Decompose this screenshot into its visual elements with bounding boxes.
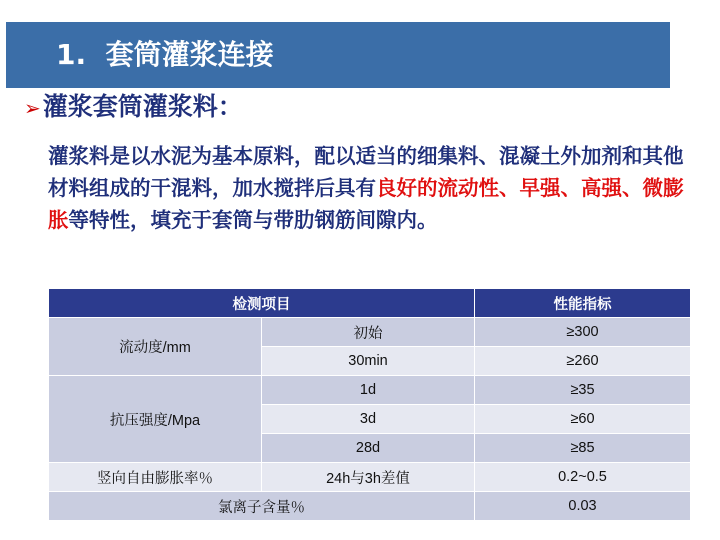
section-heading-text: 灌浆套筒灌浆料：: [42, 92, 243, 121]
section-heading: [24, 90, 243, 125]
compressive-28d-value: ≥85: [475, 434, 691, 463]
table-row: [49, 376, 691, 405]
description-paragraph: [48, 140, 688, 236]
slide-title: 1. 套筒灌浆连接: [56, 38, 274, 71]
compressive-1d-value: ≥35: [475, 376, 691, 405]
paragraph-highlight: 良好的流动性、早强、高强、微膨胀: [48, 176, 684, 232]
fluidity-30min: 30min: [262, 347, 475, 376]
fluidity-initial-value: ≥300: [475, 318, 691, 347]
table-header-row: [49, 289, 691, 318]
table-row: [49, 492, 691, 521]
compressive-28d: 28d: [262, 434, 475, 463]
paragraph-text-1: 灌浆料是以水泥为基本原料，配以适当的细集料、混凝土外加剂和其他材料组成的干混料，加水搅拌后具有: [48, 144, 684, 200]
spec-table: [48, 288, 691, 521]
compressive-3d-value: ≥60: [475, 405, 691, 434]
arrow-bullet-icon: ➢: [24, 96, 41, 120]
expansion-label: 竖向自由膨胀率％: [49, 463, 262, 492]
compressive-1d: 1d: [262, 376, 475, 405]
expansion-value: 0.2~0.5: [475, 463, 691, 492]
compressive-3d: 3d: [262, 405, 475, 434]
fluidity-initial: 初始: [262, 318, 475, 347]
title-bar: [6, 22, 670, 88]
header-performance: 性能指标: [475, 289, 691, 318]
table-row: [49, 463, 691, 492]
chloride-value: 0.03: [475, 492, 691, 521]
fluidity-label: 流动度/mm: [49, 318, 262, 376]
header-test-item: 检测项目: [49, 289, 475, 318]
compressive-label: 抗压强度/Mpa: [49, 376, 262, 463]
table-row: [49, 318, 691, 347]
chloride-label: 氯离子含量％: [49, 492, 475, 521]
paragraph-text-2: 等特性，填充于套筒与带肋钢筋间隙内。: [68, 208, 438, 232]
fluidity-30min-value: ≥260: [475, 347, 691, 376]
expansion-condition: 24h与3h差值: [262, 463, 475, 492]
